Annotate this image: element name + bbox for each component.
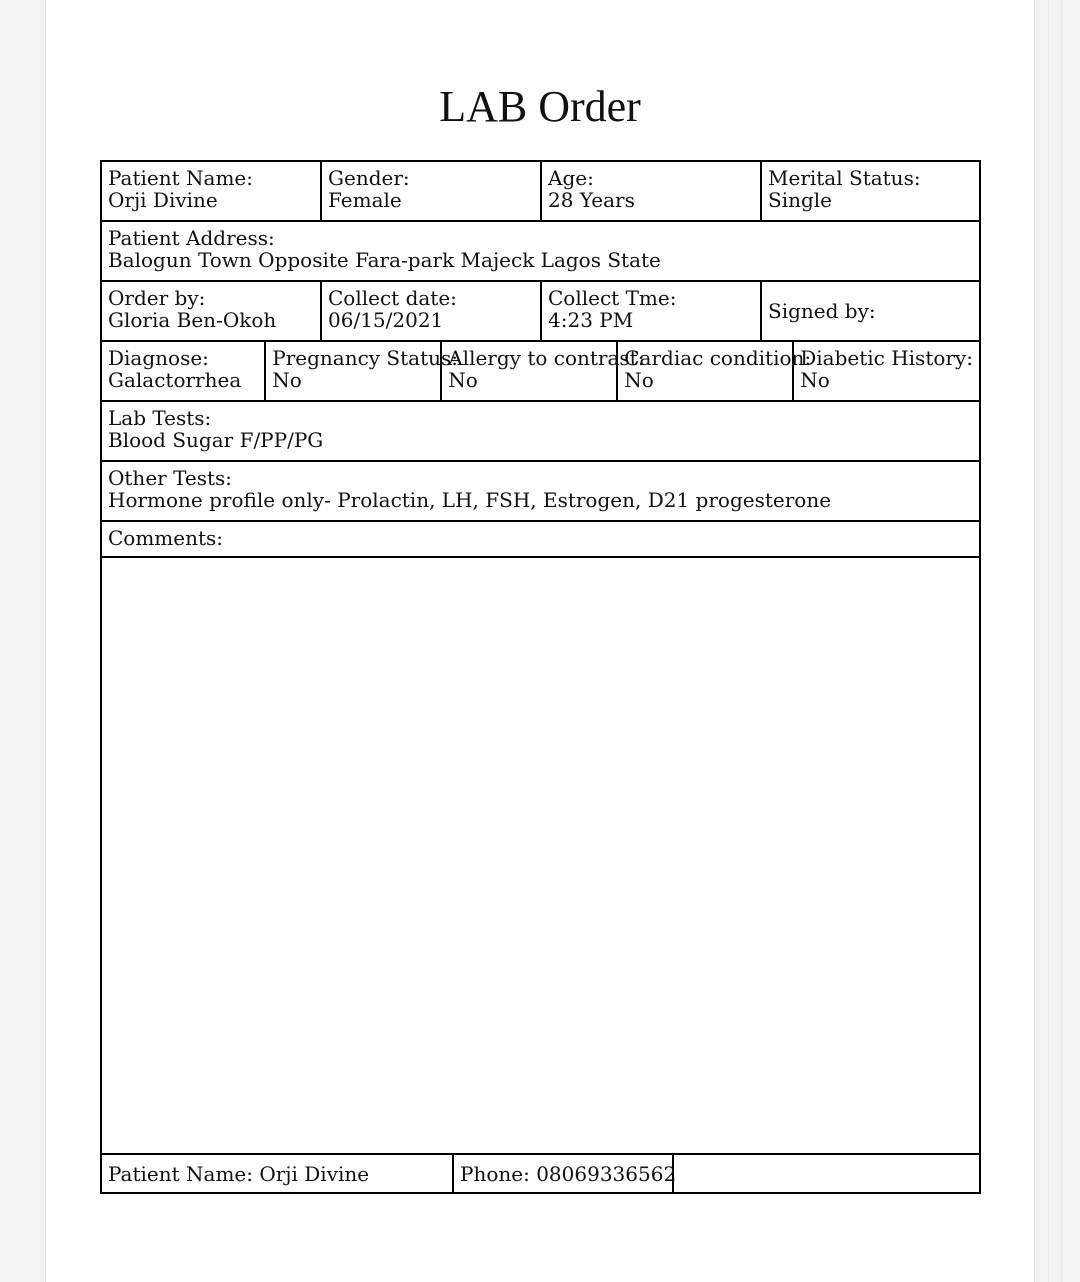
order-by-label: Order by: (108, 286, 206, 310)
lab-tests-value: Blood Sugar F/PP/PG (108, 428, 324, 452)
age-cell (542, 162, 762, 220)
age-value: 28 Years (548, 188, 635, 212)
comments-area-row (102, 558, 979, 1155)
other-tests-cell (102, 462, 979, 520)
address-row (102, 222, 979, 282)
patient-address-cell (102, 222, 979, 280)
other-tests-row (102, 462, 979, 522)
allergy-cell (442, 342, 645, 400)
pregnancy-status-cell (266, 342, 459, 400)
lab-tests-label: Lab Tests: (108, 406, 212, 430)
patient-name-value: Orji Divine (108, 188, 218, 212)
collect-time-cell (542, 282, 762, 340)
comments-label: Comments: (108, 526, 224, 550)
diabetic-history-cell (794, 342, 979, 400)
cardiac-condition-label: Cardiac condition: (624, 346, 812, 370)
order-by-cell (102, 282, 322, 340)
gender-value: Female (328, 188, 402, 212)
signed-by-cell (762, 282, 979, 340)
other-tests-label: Other Tests: (108, 466, 232, 490)
patient-name-cell (102, 162, 322, 220)
vertical-scrollbar[interactable] (1048, 0, 1062, 1282)
cardiac-condition-value: No (624, 368, 654, 392)
diabetic-history-value: No (800, 368, 830, 392)
collect-time-label: Collect Tme: (548, 286, 677, 310)
allergy-label: Allergy to contrast: (448, 346, 645, 370)
lab-tests-row (102, 402, 979, 462)
diagnose-value: Galactorrhea (108, 368, 242, 392)
pregnancy-status-label: Pregnancy Status: (272, 346, 459, 370)
signed-by-label: Signed by: (768, 299, 876, 323)
diagnose-cell (102, 342, 266, 400)
collect-date-cell (322, 282, 542, 340)
cardiac-condition-cell (618, 342, 812, 400)
patient-info-row (102, 162, 979, 222)
allergy-value: No (448, 368, 478, 392)
lab-order-form (100, 160, 981, 1194)
collect-time-value: 4:23 PM (548, 308, 634, 332)
other-tests-value: Hormone profile only- Prolactin, LH, FSH, Estrogen, D21 progesterone (108, 488, 832, 512)
lab-tests-cell (102, 402, 979, 460)
marital-status-label: Merital Status: (768, 166, 921, 190)
diabetic-history-label: Diabetic History: (800, 346, 973, 370)
footer-patient-cell (102, 1155, 454, 1192)
footer-phone: Phone: 08069336562 (460, 1161, 677, 1186)
comments-area[interactable] (102, 558, 979, 1153)
marital-status-cell (762, 162, 979, 220)
footer-row (102, 1155, 979, 1192)
marital-status-value: Single (768, 188, 833, 212)
patient-address-value: Balogun Town Opposite Fara-park Majeck Lagos State (108, 248, 661, 272)
footer-patient-name: Patient Name: Orji Divine (108, 1161, 370, 1186)
pregnancy-status-value: No (272, 368, 302, 392)
gender-cell (322, 162, 542, 220)
comments-label-row (102, 522, 979, 558)
comments-label-cell (102, 522, 979, 556)
footer-empty-cell (674, 1155, 979, 1192)
patient-name-label: Patient Name: (108, 166, 253, 190)
footer-phone-cell (454, 1155, 677, 1192)
collect-date-value: 06/15/2021 (328, 308, 444, 332)
diagnose-label: Diagnose: (108, 346, 209, 370)
collect-date-label: Collect date: (328, 286, 457, 310)
gender-label: Gender: (328, 166, 410, 190)
patient-address-label: Patient Address: (108, 226, 275, 250)
page-title: LAB Order (439, 82, 641, 131)
age-label: Age: (548, 166, 594, 190)
order-by-value: Gloria Ben-Okoh (108, 308, 277, 332)
clinical-row (102, 342, 979, 402)
order-row (102, 282, 979, 342)
